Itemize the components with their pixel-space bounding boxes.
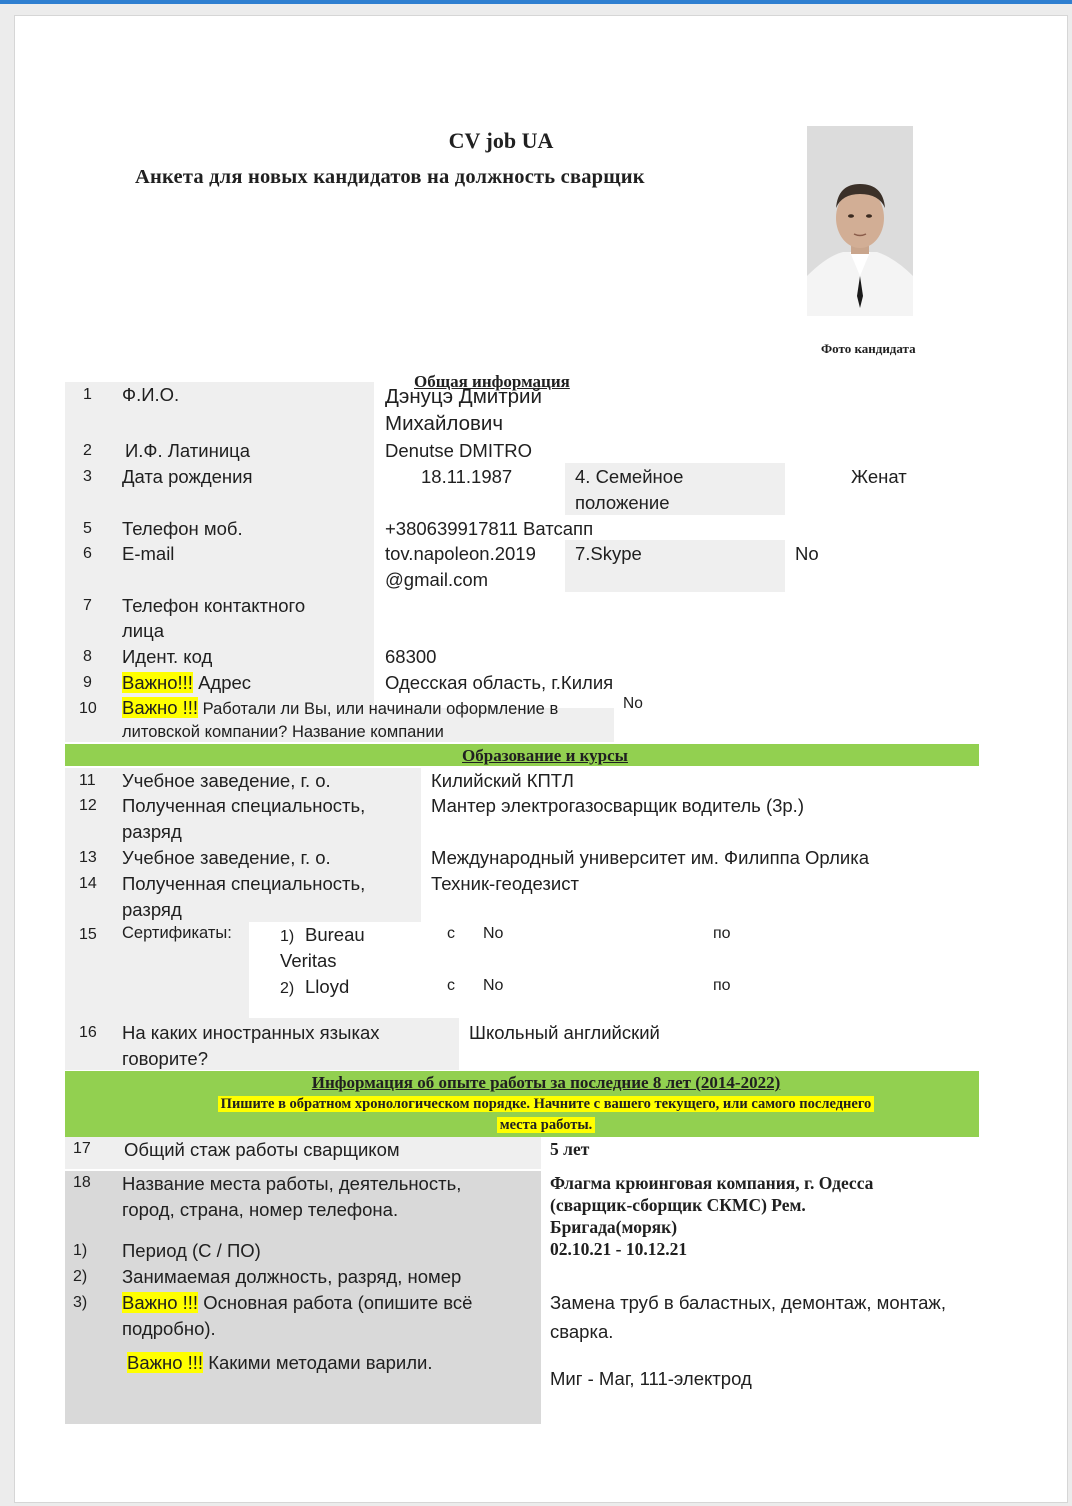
section-title-experience: Информация об опыте работы за последние 8 лет (2014-2022) [311, 1073, 781, 1092]
skype-value: No [795, 543, 819, 564]
certificate-from-label: с [447, 925, 455, 942]
total-experience-label: Общий стаж работы сварщиком [124, 1139, 400, 1160]
row-number: 16 [79, 1024, 97, 1041]
lithuanian-company-value: No [623, 695, 643, 712]
section-title-general: Общая информация [414, 372, 570, 391]
full-name-value-line1: Дэнуцэ Дмитрий [385, 385, 542, 408]
document-title: CV job UA [448, 128, 554, 153]
latin-name-value: Denutse DMITRO [385, 440, 533, 461]
main-work-label-line1: Важно !!! Основная работа (опишите всё [122, 1292, 473, 1313]
certificate-to-label: по [713, 925, 731, 942]
candidate-photo [807, 126, 913, 316]
lithuanian-company-question-line1: Важно !!! Работали ли Вы, или начинали оформление в [122, 697, 559, 718]
row-label-full-name: Ф.И.О. [122, 384, 180, 405]
lithuanian-company-question-line2: литовской компании? Название компании [122, 723, 444, 741]
company-line1: Флагма крюинговая компания, г. Одесса [550, 1173, 874, 1193]
institution-value: Килийский КПТЛ [431, 770, 574, 791]
certificate-name-line1: Bureau [305, 924, 365, 945]
row-number: 5 [83, 520, 92, 537]
specialty-label-line2: разряд [122, 821, 182, 842]
contact-phone-label-line2: лица [122, 620, 165, 641]
row-number: 2 [83, 442, 92, 459]
row-number: 1 [83, 386, 92, 403]
sub-item-index: 1) [73, 1242, 88, 1259]
photo-caption: Фото кандидата [821, 341, 916, 356]
specialty-value: Мантер электрогазосварщик водитель (3р.) [431, 795, 804, 816]
row-number: 6 [83, 545, 92, 562]
row-number: 14 [79, 875, 97, 892]
certificate-name-line1: Lloyd [305, 976, 350, 997]
certificate-from-label: с [447, 977, 455, 994]
marital-status-value: Женат [851, 466, 907, 487]
row-number: 9 [83, 674, 92, 691]
welding-methods-value: Миг - Маг, 111-электрод [550, 1368, 752, 1389]
sub-item-index: 3) [73, 1294, 88, 1311]
certificate-from-value: No [483, 925, 504, 942]
address-value: Одесская область, г.Килия [385, 672, 614, 693]
duties-value-line1: Замена труб в баластных, демонтаж, монтаж, [550, 1292, 946, 1313]
sub-item-index: 2) [73, 1268, 88, 1285]
section-title-education: Образование и курсы [462, 746, 628, 765]
row-label-id-code: Идент. код [122, 646, 213, 667]
period-value: 02.10.21 - 10.12.21 [550, 1239, 688, 1259]
workplace-label-line2: город, страна, номер телефона. [122, 1199, 399, 1220]
row-number: 3 [83, 468, 92, 485]
row-number: 13 [79, 849, 97, 866]
period-label: Период (С / ПО) [122, 1240, 261, 1261]
languages-value: Школьный английский [469, 1022, 660, 1043]
certificates-label: Сертификаты: [122, 924, 232, 942]
skype-label: 7.Skype [575, 543, 642, 564]
row-label-birth-date: Дата рождения [122, 466, 253, 487]
important-highlight: Важно !!! [127, 1352, 204, 1373]
document-subtitle: Анкета для новых кандидатов на должность сварщик [135, 166, 645, 188]
row-number: 7 [83, 597, 92, 614]
row-number: 11 [79, 772, 96, 789]
total-experience-value: 5 лет [550, 1139, 590, 1159]
specialty-label-line1: Полученная специальность, [122, 795, 366, 816]
row-label-mobile-phone: Телефон моб. [122, 518, 243, 539]
email-value-line2: @gmail.com [385, 569, 489, 590]
welding-methods-label: Важно !!! Какими методами варили. [127, 1352, 433, 1373]
address-label: Важно!!! Адрес [122, 672, 252, 693]
full-name-value-line2: Михайлович [385, 412, 504, 435]
row-number: 18 [73, 1174, 91, 1191]
row-label-latin-name: И.Ф. Латиница [125, 440, 251, 461]
experience-note-line1: Пишите в обратном хронологическом порядке. Начните с вашего текущего, или самого последнего [15, 1096, 1072, 1113]
id-code-value: 68300 [385, 646, 437, 667]
email-value-line1: tov.napoleon.2019 [385, 543, 536, 564]
certificate-name-line2: Veritas [280, 950, 337, 971]
contact-phone-label-line1: Телефон контактного [122, 595, 306, 616]
row-number: 8 [83, 648, 92, 665]
certificate-index: 2) [280, 980, 295, 997]
experience-note-line2: места работы. [15, 1117, 1072, 1134]
important-highlight: Важно !!! [122, 1292, 199, 1313]
row-number: 15 [79, 926, 97, 943]
main-work-label-line2: подробно). [122, 1318, 216, 1339]
specialty-label-line2: разряд [122, 899, 182, 920]
marital-status-label-line1: 4. Семейное [575, 466, 684, 487]
row-number: 17 [73, 1140, 91, 1157]
specialty-label-line1: Полученная специальность, [122, 873, 366, 894]
company-line3: Бригада(моряк) [550, 1217, 678, 1237]
position-label: Занимаемая должность, разряд, номер [122, 1266, 462, 1287]
institution-label: Учебное заведение, г. о. [122, 770, 331, 791]
row-number: 10 [79, 700, 97, 717]
languages-label-line2: говорите? [122, 1048, 209, 1069]
certificate-index: 1) [280, 928, 295, 945]
birth-date-value: 18.11.1987 [421, 466, 513, 487]
row-label-email: E-mail [122, 543, 175, 564]
document-page [14, 15, 1068, 1503]
marital-status-label-line2: положение [575, 492, 670, 513]
mobile-phone-value: +380639917811 Ватсапп [385, 518, 594, 539]
workplace-label-line1: Название места работы, деятельность, [122, 1173, 462, 1194]
languages-label-line1: На каких иностранных языках [122, 1022, 380, 1043]
certificate-from-value: No [483, 977, 504, 994]
window-top-bar [0, 0, 1072, 4]
row-number: 12 [79, 797, 97, 814]
important-highlight: Важно !!! [122, 697, 199, 718]
duties-value-line2: сварка. [550, 1321, 614, 1342]
institution-value: Международный университет им. Филиппа Орлика [431, 847, 870, 868]
certificate-to-label: по [713, 977, 731, 994]
specialty-value: Техник-геодезист [431, 873, 579, 894]
institution-label: Учебное заведение, г. о. [122, 847, 331, 868]
important-highlight: Важно!!! [122, 672, 193, 693]
company-line2: (сварщик-сборщик СКМС) Рем. [550, 1195, 806, 1215]
